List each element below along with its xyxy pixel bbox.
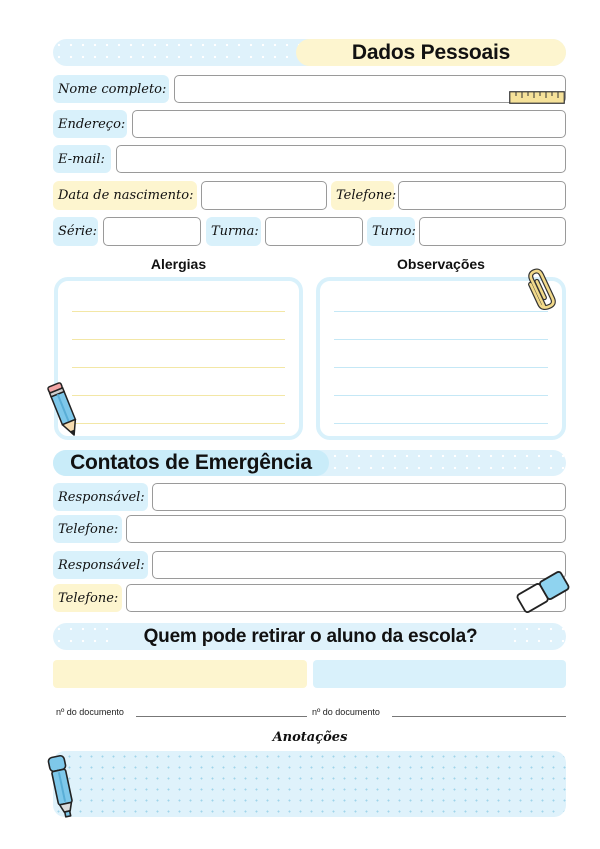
documento-label-2: nº do documento <box>312 707 380 717</box>
nome-label: Nome completo: <box>53 75 169 103</box>
turma-label: Turma: <box>206 217 261 246</box>
nome-field[interactable] <box>174 75 566 103</box>
anotacoes-title: Anotações <box>272 730 348 745</box>
contatos-title-pill <box>53 450 329 476</box>
anotacoes-box[interactable] <box>53 751 566 817</box>
pencil-icon <box>44 377 84 443</box>
turno-field[interactable] <box>419 217 566 246</box>
nascimento-label: Data de nascimento: <box>53 181 197 210</box>
telefone-label-2: Telefone: <box>53 584 122 612</box>
responsavel-field-1[interactable] <box>152 483 566 511</box>
documento-label-1: nº do documento <box>56 707 124 717</box>
retirada-title-pill <box>113 623 508 650</box>
telefone-label: Telefone: <box>331 181 394 210</box>
serie-field[interactable] <box>103 217 201 246</box>
observacoes-line <box>334 395 548 396</box>
retirada-title: Quem pode retirar o aluno da escola? <box>143 625 478 647</box>
documento-line-2[interactable] <box>392 716 566 717</box>
alergias-line <box>72 395 285 396</box>
observacoes-title: Observações <box>397 256 485 272</box>
turma-field[interactable] <box>265 217 363 246</box>
alergias-line <box>72 423 285 424</box>
serie-label: Série: <box>53 217 98 246</box>
marker-icon <box>44 752 80 822</box>
eraser-icon <box>514 569 572 615</box>
alergias-box[interactable] <box>54 277 303 440</box>
telefone-field-2[interactable] <box>126 584 566 612</box>
telefone-field[interactable] <box>398 181 566 210</box>
retirada-box-1[interactable] <box>53 660 307 688</box>
contatos-title: Contatos de Emergência <box>70 451 312 474</box>
observacoes-line <box>334 423 548 424</box>
turno-label: Turno: <box>367 217 415 246</box>
alergias-line <box>72 311 285 312</box>
responsavel-field-2[interactable] <box>152 551 566 579</box>
telefone-field-1[interactable] <box>126 515 566 543</box>
nascimento-field[interactable] <box>201 181 327 210</box>
email-label: E-mail: <box>53 145 111 173</box>
observacoes-line <box>334 311 548 312</box>
responsavel-label-1: Responsável: <box>53 483 148 511</box>
alergias-line <box>72 367 285 368</box>
dados-pessoais-title-pill <box>296 39 566 66</box>
alergias-line <box>72 339 285 340</box>
dados-pessoais-title: Dados Pessoais <box>351 40 511 64</box>
endereco-label: Endereço: <box>53 110 127 138</box>
paperclip-icon <box>525 266 559 314</box>
telefone-label-1: Telefone: <box>53 515 122 543</box>
email-field[interactable] <box>116 145 566 173</box>
documento-line-1[interactable] <box>136 716 307 717</box>
ruler-icon <box>509 91 565 104</box>
observacoes-line <box>334 339 548 340</box>
retirada-box-2[interactable] <box>313 660 566 688</box>
alergias-title: Alergias <box>150 256 207 272</box>
responsavel-label-2: Responsável: <box>53 551 148 579</box>
observacoes-line <box>334 367 548 368</box>
endereco-field[interactable] <box>132 110 566 138</box>
